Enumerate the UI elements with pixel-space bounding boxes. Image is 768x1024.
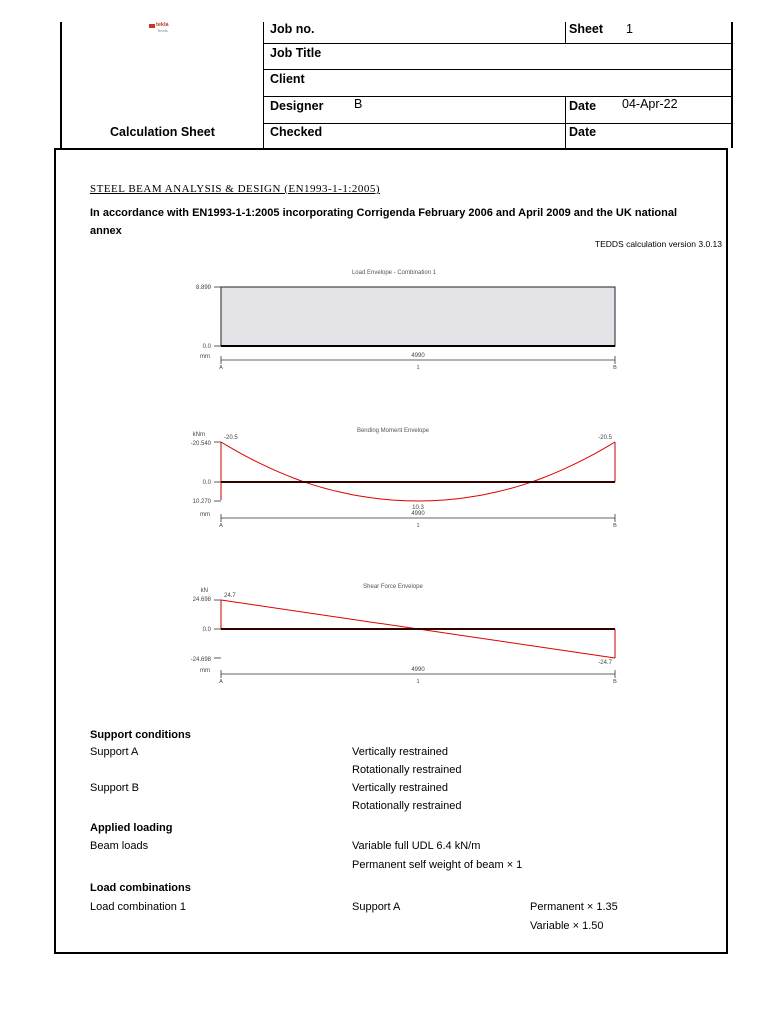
load-area xyxy=(221,287,615,346)
combo-1-variable-factor: Variable × 1.50 xyxy=(530,920,604,932)
moment-y-unit: kNm xyxy=(192,432,205,438)
date-label: Date xyxy=(569,99,597,113)
moment-ytick-zero-label: 0.0 xyxy=(202,480,211,486)
self-weight-load: Permanent self weight of beam × 1 xyxy=(352,859,523,871)
moment-support-b: B xyxy=(613,523,617,529)
moment-ytick-bottom-label: 10.270 xyxy=(192,499,211,505)
load-combination-1-label: Load combination 1 xyxy=(90,901,187,913)
shear-ytick-top-label: 24.698 xyxy=(192,597,211,603)
moment-span-label: 4990 xyxy=(411,511,425,517)
support-a-vertical: Vertically restrained xyxy=(352,746,448,758)
combo-1-support: Support A xyxy=(352,901,401,913)
moment-left-value: -20.5 xyxy=(224,435,238,441)
load-combinations-heading: Load combinations xyxy=(90,882,191,894)
shear-support-b: B xyxy=(613,679,617,685)
client-label: Client xyxy=(270,72,305,86)
udl-load: Variable full UDL 6.4 kN/m xyxy=(352,840,481,852)
designer-label: Designer xyxy=(270,99,324,113)
logo-text: tekla xyxy=(156,22,169,28)
load-ytick-top-label: 8.899 xyxy=(195,285,211,291)
shear-right-value: -24.7 xyxy=(598,660,612,666)
header xyxy=(0,0,768,150)
load-support-b: B xyxy=(613,365,617,371)
moment-mid-value: 10.3 xyxy=(412,505,424,511)
moment-right-value: -20.5 xyxy=(598,435,612,441)
load-support-a: A xyxy=(219,365,223,371)
shear-ytick-zero-label: 0.0 xyxy=(202,627,211,633)
date-value: 04-Apr-22 xyxy=(622,97,678,111)
moment-x-unit: mm xyxy=(200,512,210,518)
beam-loads-label: Beam loads xyxy=(90,840,149,852)
shear-chart-title: Shear Force Envelope xyxy=(363,584,423,590)
doc-title: STEEL BEAM ANALYSIS & DESIGN (EN1993-1-1:2005) xyxy=(90,183,381,195)
job-no-label: Job no. xyxy=(270,22,315,36)
moment-ytick-top-label: -20.540 xyxy=(190,441,211,447)
load-span-index: 1 xyxy=(416,365,420,371)
moment-support-a: A xyxy=(219,523,223,529)
load-span-label: 4990 xyxy=(411,353,425,359)
shear-ytick-bottom-label: -24.698 xyxy=(190,657,211,663)
support-a-rotational: Rotationally restrained xyxy=(352,764,462,776)
applied-loading-heading: Applied loading xyxy=(90,822,173,834)
support-conditions-heading: Support conditions xyxy=(90,729,191,741)
moment-span-index: 1 xyxy=(416,523,420,529)
sheet-label: Sheet xyxy=(569,22,604,36)
shear-left-value: 24.7 xyxy=(224,593,236,599)
load-envelope-chart xyxy=(150,262,650,374)
date2-label: Date xyxy=(569,125,597,139)
doc-intro: In accordance with EN1993-1-1:2005 incorporating Corrigenda February 2006 and April 2009 and the UK national annex xyxy=(90,207,678,237)
doc-version: TEDDS calculation version 3.0.13 xyxy=(594,239,722,249)
combo-1-permanent-factor: Permanent × 1.35 xyxy=(530,901,618,913)
shear-span-index: 1 xyxy=(416,679,420,685)
load-x-unit: mm xyxy=(200,354,210,360)
support-b-label: Support B xyxy=(90,782,139,794)
shear-span-label: 4990 xyxy=(411,667,425,673)
designer-value: B xyxy=(354,97,363,111)
shear-y-unit: kN xyxy=(200,588,208,594)
bending-moment-chart xyxy=(150,420,650,532)
shear-force-chart xyxy=(150,578,650,688)
shear-x-unit: mm xyxy=(200,668,210,674)
support-a-label: Support A xyxy=(90,746,139,758)
sheet-value: 1 xyxy=(626,22,633,36)
job-title-label: Job Title xyxy=(270,46,322,60)
logo-sub: Tedds xyxy=(157,28,168,33)
load-chart-title: Load Envelope - Combination 1 xyxy=(351,270,437,276)
load-ytick-zero-label: 0.0 xyxy=(202,344,211,350)
shear-support-a: A xyxy=(219,679,223,685)
tekla-logo xyxy=(148,22,178,36)
checked-label: Checked xyxy=(270,125,323,139)
moment-chart-title: Bending Moment Envelope xyxy=(356,428,430,434)
calculation-sheet-label: Calculation Sheet xyxy=(110,125,215,139)
support-b-vertical: Vertically restrained xyxy=(352,782,448,794)
moment-curve xyxy=(221,442,615,501)
support-b-rotational: Rotationally restrained xyxy=(352,800,462,812)
